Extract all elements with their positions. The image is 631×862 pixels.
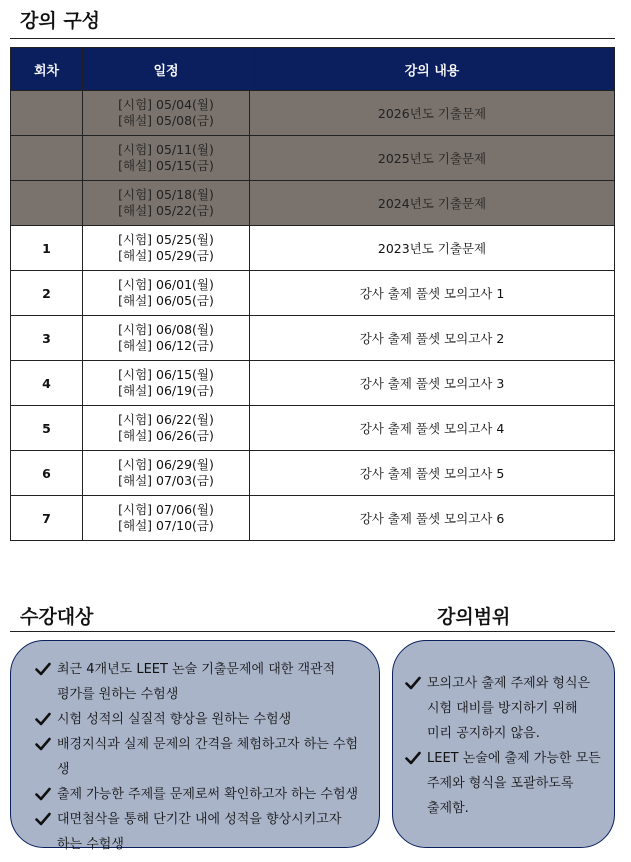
check-icon	[35, 812, 51, 826]
exam-date: [시험] 06/08(월)	[118, 322, 214, 337]
schedule-row	[11, 181, 615, 226]
exam-date: [시험] 05/18(월)	[118, 187, 214, 202]
session-date	[83, 91, 250, 136]
session-content: 2024년도 기출문제	[250, 181, 615, 226]
review-date: [해설] 05/29(금)	[118, 248, 214, 263]
check-icon	[35, 787, 51, 801]
scope-title: 강의범위	[437, 606, 511, 628]
scope-item-line: 미리 공지하지 않음.	[427, 726, 540, 741]
review-date: [해설] 06/12(금)	[118, 338, 214, 353]
exam-date: [시험] 06/15(월)	[118, 367, 214, 382]
schedule-row	[11, 451, 615, 496]
session-number	[11, 136, 83, 181]
session-content: 강사 출제 풀셋 모의고사 6	[250, 496, 615, 541]
target-list	[35, 657, 369, 857]
scope-item	[405, 671, 606, 746]
review-date: [해설] 05/22(금)	[118, 203, 214, 218]
scope-card	[392, 640, 615, 848]
schedule-table	[10, 47, 615, 541]
target-item	[35, 782, 369, 807]
check-icon	[35, 662, 51, 676]
session-date	[83, 406, 250, 451]
exam-date: [시험] 05/11(월)	[118, 142, 214, 157]
schedule-row	[11, 271, 615, 316]
exam-date: [시험] 05/25(월)	[118, 232, 214, 247]
session-number: 7	[11, 496, 83, 541]
scope-item-line: 출제함.	[427, 801, 469, 816]
target-title: 수강대상	[20, 606, 94, 628]
session-number: 4	[11, 361, 83, 406]
session-number	[11, 181, 83, 226]
session-date	[83, 226, 250, 271]
session-content: 2026년도 기출문제	[250, 91, 615, 136]
schedule-header-row	[11, 48, 615, 91]
session-date	[83, 136, 250, 181]
target-item-line: 대면첨삭을 통해 단기간 내에 성적을 향상시키고자	[57, 812, 342, 827]
session-date	[83, 181, 250, 226]
session-content: 2025년도 기출문제	[250, 136, 615, 181]
check-icon	[35, 737, 51, 751]
scope-list	[405, 671, 606, 821]
target-item	[35, 807, 369, 857]
check-icon	[405, 751, 421, 765]
schedule-row	[11, 316, 615, 361]
session-number: 2	[11, 271, 83, 316]
session-content: 강사 출제 풀셋 모의고사 4	[250, 406, 615, 451]
review-date: [해설] 07/03(금)	[118, 473, 214, 488]
schedule-row	[11, 136, 615, 181]
check-icon	[35, 712, 51, 726]
target-item	[35, 657, 369, 707]
target-card	[10, 640, 380, 852]
scope-item-line: 주제와 형식을 포괄하도록	[427, 776, 574, 791]
session-content: 강사 출제 풀셋 모의고사 3	[250, 361, 615, 406]
session-date	[83, 496, 250, 541]
session-date	[83, 361, 250, 406]
review-date: [해설] 06/26(금)	[118, 428, 214, 443]
review-date: [해설] 05/15(금)	[118, 158, 214, 173]
session-date	[83, 316, 250, 361]
exam-date: [시험] 06/22(월)	[118, 412, 214, 427]
target-item	[35, 707, 369, 732]
schedule-row	[11, 406, 615, 451]
session-number: 1	[11, 226, 83, 271]
schedule-row	[11, 361, 615, 406]
schedule-title-rule	[10, 38, 615, 39]
scope-item-line: 시험 대비를 방지하기 위해	[427, 701, 578, 716]
review-date: [해설] 06/05(금)	[118, 293, 214, 308]
target-item-line: 출제 가능한 주제를 문제로써 확인하고자 하는 수험생	[57, 787, 359, 802]
review-date: [해설] 07/10(금)	[118, 518, 214, 533]
review-date: [해설] 05/08(금)	[118, 113, 214, 128]
schedule-title: 강의 구성	[20, 10, 101, 32]
session-number: 6	[11, 451, 83, 496]
session-content: 강사 출제 풀셋 모의고사 5	[250, 451, 615, 496]
scope-item-line: LEET 논술에 출제 가능한 모든	[427, 751, 601, 766]
exam-date: [시험] 05/04(월)	[118, 97, 214, 112]
target-item	[35, 732, 369, 782]
exam-date: [시험] 06/01(월)	[118, 277, 214, 292]
session-date	[83, 271, 250, 316]
review-date: [해설] 06/19(금)	[118, 383, 214, 398]
target-item-line: 시험 성적의 실질적 향상을 원하는 수험생	[57, 712, 292, 727]
scope-item-line: 모의고사 출제 주제와 형식은	[427, 676, 591, 691]
target-item-line: 하는 수험생	[57, 837, 124, 852]
schedule-row	[11, 496, 615, 541]
target-item-line: 배경지식과 실제 문제의 간격을 체험하고자 하는 수험생	[57, 737, 359, 777]
schedule-row	[11, 226, 615, 271]
session-date	[83, 451, 250, 496]
header-content: 강의 내용	[250, 48, 615, 91]
session-number: 5	[11, 406, 83, 451]
exam-date: [시험] 07/06(월)	[118, 502, 214, 517]
check-icon	[405, 676, 421, 690]
session-number: 3	[11, 316, 83, 361]
target-item-line: 최근 4개년도 LEET 논술 기출문제에 대한 객관적	[57, 662, 336, 677]
scope-item	[405, 746, 606, 821]
session-content: 2023년도 기출문제	[250, 226, 615, 271]
bottom-title-rule	[10, 631, 615, 632]
schedule-row	[11, 91, 615, 136]
session-content: 강사 출제 풀셋 모의고사 1	[250, 271, 615, 316]
header-session: 회차	[11, 48, 83, 91]
target-item-line: 평가를 원하는 수험생	[57, 687, 179, 702]
header-date: 일정	[83, 48, 250, 91]
session-content: 강사 출제 풀셋 모의고사 2	[250, 316, 615, 361]
exam-date: [시험] 06/29(월)	[118, 457, 214, 472]
session-number	[11, 91, 83, 136]
